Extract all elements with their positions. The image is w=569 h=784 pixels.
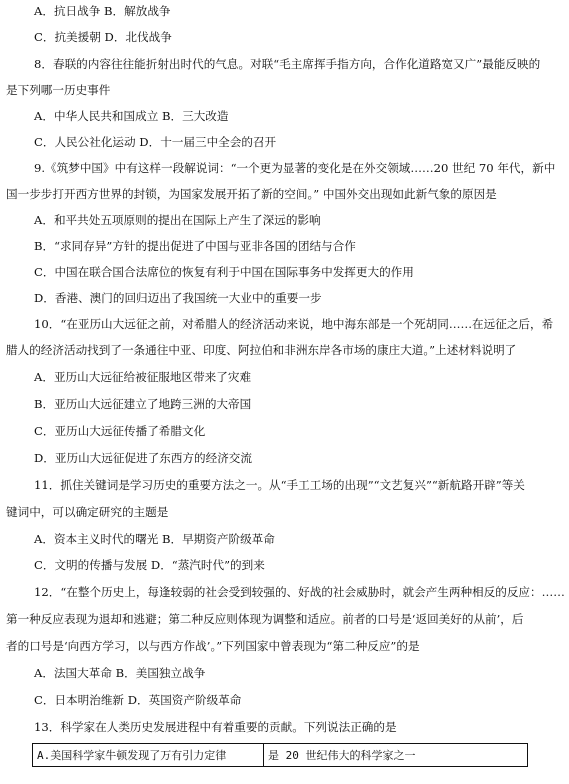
q8-option-cd: C．人民公社化运动 D．十一届三中全会的召开 bbox=[34, 135, 277, 149]
q12-stem-line3: 者的口号是‘向西方学习，以与西方作战’。”下列国家中曾表现为“第二种反应”的是 bbox=[6, 639, 420, 653]
q9-option-c: C．中国在联合国合法席位的恢复有利于中国在国际事务中发挥更大的作用 bbox=[34, 265, 414, 279]
q12-option-ab: A．法国大革命 B．美国独立战争 bbox=[34, 666, 206, 680]
q10-stem-line1: 10．“在亚历山大远征之前，对希腊人的经济活动来说，地中海东部是一个死胡同……在远征之后，希 bbox=[34, 317, 554, 331]
q12-option-cd: C．日本明治维新 D．英国资产阶级革命 bbox=[34, 693, 242, 707]
q10-option-a: A．亚历山大远征给被征服地区带来了灾难 bbox=[34, 370, 252, 384]
q8-option-ab: A．中华人民共和国成立 B．三大改造 bbox=[34, 109, 229, 123]
q11-option-cd: C．文明的传播与发展 D．“蒸汽时代”的到来 bbox=[34, 558, 265, 572]
q10-stem-line2: 腊人的经济活动找到了一条通往中亚、印度、阿拉伯和非洲东岸各市场的康庄大道。”上述材料说明了 bbox=[6, 343, 517, 357]
q9-stem-line1: 9.《筑梦中国》中有这样一段解说词：“一个更为显著的变化是在外交领域……20 世纪 70 年代，新中 bbox=[34, 161, 556, 175]
q7-option-cd: C．抗美援朝 D．北伐战争 bbox=[34, 30, 172, 44]
q9-stem-line2: 国一步步打开西方世界的封锁，为国家发展开拓了新的空间。” 中国外交出现如此新气象的原因是 bbox=[6, 187, 497, 201]
table-cell-option: A.美国科学家牛顿发现了万有引力定律 bbox=[33, 744, 264, 767]
table-row bbox=[33, 744, 528, 767]
q10-option-c: C．亚历山大远征传播了希腊文化 bbox=[34, 424, 206, 438]
q9-option-b: B．“求同存异”方针的提出促进了中国与亚非各国的团结与合作 bbox=[34, 239, 356, 253]
q10-option-b: B．亚历山大远征建立了地跨三洲的大帝国 bbox=[34, 397, 252, 411]
q11-stem-line1: 11．抓住关键词是学习历史的重要方法之一。从“手工工场的出现”“文艺复兴”“新航路开辟”等关 bbox=[34, 478, 525, 492]
q11-option-ab: A．资本主义时代的曙光 B．早期资产阶级革命 bbox=[34, 532, 275, 546]
q12-stem-line2: 第一种反应表现为退却和逃避；第二种反应则体现为调整和适应。前者的口号是‘返回美好的从前’，后 bbox=[6, 612, 524, 626]
q10-option-d: D．亚历山大远征促进了东西方的经济交流 bbox=[34, 451, 252, 465]
q9-option-d: D．香港、澳门的回归迈出了我国统一大业中的重要一步 bbox=[34, 291, 322, 305]
q13-option-table bbox=[32, 743, 528, 767]
q12-stem-line1: 12．“在整个历史上，每逢较弱的社会受到较强的、好战的社会威胁时，就会产生两种相反的反应：…… bbox=[34, 585, 565, 599]
q11-stem-line2: 键词中，可以确定研究的主题是 bbox=[6, 505, 169, 519]
q7-option-ab: A．抗日战争 B．解放战争 bbox=[34, 4, 171, 18]
q13-stem-line1: 13．科学家在人类历史发展进程中有着重要的贡献。下列说法正确的是 bbox=[34, 720, 397, 734]
table-cell-description: 是 20 世纪伟大的科学家之一 bbox=[264, 744, 528, 767]
q8-stem-line2: 是下列哪一历史事件 bbox=[6, 83, 111, 97]
q8-stem-line1: 8．春联的内容往往能折射出时代的气息。对联“毛主席挥手指方向，合作化道路宽又广”最能反映的 bbox=[34, 57, 541, 71]
q9-option-a: A．和平共处五项原则的提出在国际上产生了深远的影响 bbox=[34, 213, 321, 227]
